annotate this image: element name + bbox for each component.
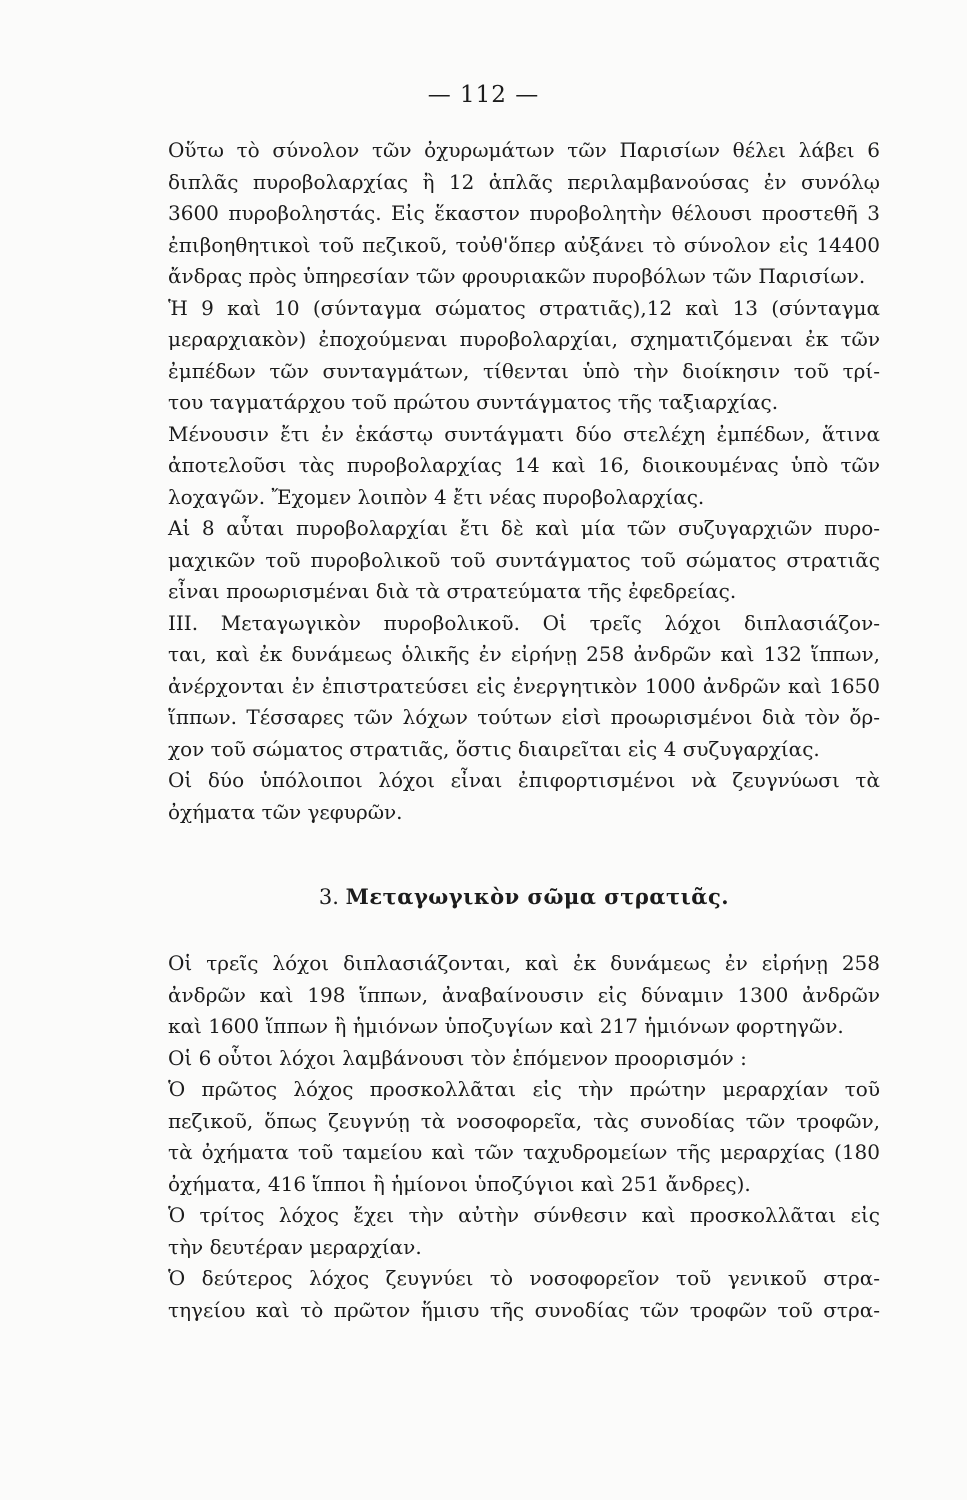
text-line: Οἱ δύο ὑπόλοιποι λόχοι εἶναι ἐπιφορτισμένοι νὰ ζευγνύωσι τὰ xyxy=(168,768,880,792)
text-line: Οὕτω τὸ σύνολον τῶν ὀχυρωμάτων τῶν Παρισίων θέλει λάβει 6 xyxy=(168,138,880,162)
text-line: τηγείου καὶ τὸ πρῶτον ἥμισυ τῆς συνοδίας τῶν τροφῶν τοῦ στρα- xyxy=(168,1297,880,1322)
text-line: τὴν δευτέραν μεραρχίαν. xyxy=(168,1234,422,1259)
section-title: Μεταγωγικὸν σῶμα στρατιᾶς. xyxy=(345,884,730,909)
text-line: ὀχήματα, 416 ἵπποι ἢ ἡμίονοι ὑποζύγιοι καὶ 251 ἄνδρες). xyxy=(168,1171,751,1196)
text-line: Οἱ τρεῖς λόχοι διπλασιάζονται, καὶ ἐκ δυνάμεως ἐν εἰρήνῃ 258 xyxy=(168,951,880,975)
text-line: Ἡ 9 καὶ 10 (σύνταγμα σώματος στρατιᾶς),12 καὶ 13 (σύνταγμα xyxy=(168,295,880,320)
text-line: ἐπιβοηθητικοὶ τοῦ πεζικοῦ, τοὐθ'ὅπερ αὐξάνει τὸ σύνολον εἰς 14400 xyxy=(168,232,880,257)
text-line: ὀχήματα τῶν γεφυρῶν. xyxy=(168,799,403,824)
text-line: ται, καὶ ἐκ δυνάμεως ὁλικῆς ἐν εἰρήνῃ 258 ἀνδρῶν καὶ 132 ἵππων, xyxy=(168,642,880,666)
text-line: του ταγματάρχου τοῦ πρώτου συντάγματος τῆς ταξιαρχίας. xyxy=(168,390,779,414)
text-line: Ὁ πρῶτος λόχος προσκολλᾶται εἰς τὴν πρώτην μεραρχίαν τοῦ xyxy=(168,1077,880,1101)
section-one-text xyxy=(168,135,880,828)
text-line: ἐμπέδων τῶν συνταγμάτων, τίθενται ὑπὸ τὴν διοίκησιν τοῦ τρί- xyxy=(168,358,880,383)
section-number: 3. xyxy=(318,885,339,909)
page-number: — 112 — xyxy=(427,82,540,108)
text-line: τὰ ὀχήματα τοῦ ταμείου καὶ τῶν ταχυδρομείων τῆς μεραρχίας (180 xyxy=(168,1140,880,1164)
text-line: μεραρχιακὸν) ἐποχούμεναι πυροβολαρχίαι, σχηματιζόμεναι ἐκ τῶν xyxy=(168,327,880,351)
text-line: Οἱ 6 οὗτοι λόχοι λαμβάνουσι τὸν ἑπόμενον προορισμόν : xyxy=(168,1045,747,1070)
section-two-text xyxy=(168,948,880,1326)
text-line: εἶναι προωρισμέναι διὰ τὰ στρατεύματα τῆς ἐφεδρείας. xyxy=(168,579,737,603)
text-line: διπλᾶς πυροβολαρχίας ἢ 12 ἁπλᾶς περιλαμβανούσας ἐν συνόλῳ xyxy=(168,169,880,194)
text-line: χον τοῦ σώματος στρατιᾶς, ὅστις διαιρεῖται εἰς 4 συζυγαρχίας. xyxy=(168,736,820,761)
section-heading xyxy=(168,880,880,914)
text-line: καὶ 1600 ἵππων ἢ ἡμιόνων ὑποζυγίων καὶ 217 ἡμιόνων φορτηγῶν. xyxy=(168,1014,844,1038)
text-line: μαχικῶν τοῦ πυροβολικοῦ τοῦ συντάγματος τοῦ σώματος στρατιᾶς xyxy=(168,547,880,572)
text-line: πεζικοῦ, ὅπως ζευγνύῃ τὰ νοσοφορεῖα, τὰς συνοδίας τῶν τροφῶν, xyxy=(168,1108,880,1133)
text-line: 3600 πυροβοληστάς. Εἰς ἕκαστον πυροβολητὴν θέλουσι προστεθῆ 3 xyxy=(168,201,880,225)
text-line: ἀνδρῶν καὶ 198 ἵππων, ἀναβαίνουσιν εἰς δύναμιν 1300 ἀνδρῶν xyxy=(168,982,880,1007)
text-line: Μένουσιν ἔτι ἐν ἑκάστῳ συντάγματι δύο στελέχη ἐμπέδων, ἅτινα xyxy=(168,421,880,446)
text-line: Ὁ δεύτερος λόχος ζευγνύει τὸ νοσοφορεῖον τοῦ γενικοῦ στρα- xyxy=(168,1266,880,1290)
text-line: ἵππων. Τέσσαρες τῶν λόχων τούτων εἰσὶ προωρισμένοι διὰ τὸν ὄρ- xyxy=(168,705,880,729)
text-line: ἀποτελοῦσι τὰς πυροβολαρχίας 14 καὶ 16, διοικουμένας ὑπὸ τῶν xyxy=(168,453,880,477)
text-line: ἄνδρας πρὸς ὑπηρεσίαν τῶν φρουριακῶν πυροβόλων τῶν Παρισίων. xyxy=(168,264,866,288)
text-line: ἀνέρχονται ἐν ἐπιστρατεύσει εἰς ἐνεργητικὸν 1000 ἀνδρῶν καὶ 1650 xyxy=(168,673,880,698)
text-line: Ὁ τρίτος λόχος ἔχει τὴν αὐτὴν σύνθεσιν καὶ προσκολλᾶται εἰς xyxy=(168,1203,880,1227)
text-line: λοχαγῶν. Ἔχομεν λοιπὸν 4 ἔτι νέας πυροβολαρχίας. xyxy=(168,484,705,509)
text-line: III. Μεταγωγικὸν πυροβολικοῦ. Οἱ τρεῖς λόχοι διπλασιάζον- xyxy=(168,610,880,635)
text-line: Αἱ 8 αὗται πυροβολαρχίαι ἔτι δὲ καὶ μία τῶν συζυγαρχιῶν πυρο- xyxy=(168,516,880,540)
